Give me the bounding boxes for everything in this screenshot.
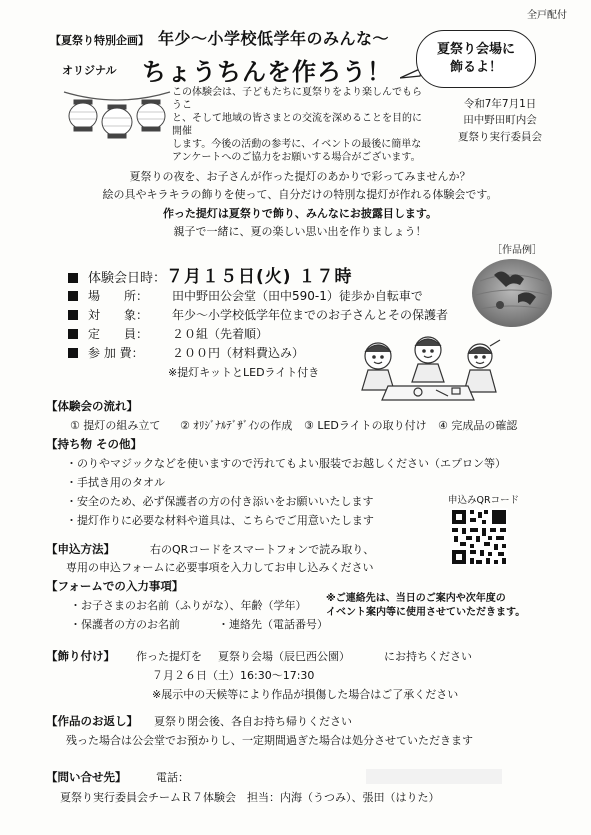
flow-step-4: ④ 完成品の確認 [438, 419, 518, 432]
fee-note: ※提灯キットとLEDライト付き [168, 366, 320, 379]
intro-paragraph [172, 86, 424, 164]
event-fee-label: 参 加 費： [88, 346, 144, 360]
flow-section-title: 【体験会の流れ】 [46, 399, 138, 413]
belongings-item: ・のりやマジックなどを使いますので汚れてもよい服装でお越しください（エプロン等） [66, 457, 506, 470]
apply-text-2: 専用の申込フォームに必要事項を入力してお申し込みください [66, 561, 374, 574]
bullet-square-icon [68, 273, 78, 283]
event-date-value: ７月１５日(火) １７時 [166, 267, 353, 287]
event-fee-value: ２００円（材料費込み） [172, 346, 305, 360]
return-text-2: 残った場合は公会堂でお預かりし、一定期間過ぎた場合は処分させていただきます [66, 734, 473, 747]
lantern-string-icon [62, 86, 172, 148]
event-target-row [68, 306, 448, 323]
display-venue: 夏祭り会場（辰巳西公園） [218, 650, 350, 663]
lead-line-1: 夏祭りの夜を、お子さんが作った提灯のあかりで彩ってみませんか？ [129, 170, 471, 183]
event-date-label: 体験会日時： [88, 271, 167, 286]
contact-section-title: 【問い合せ先】 [46, 770, 127, 784]
event-place-label: 場 所： [88, 289, 149, 303]
display-text-1a: 作った提灯を [136, 650, 202, 663]
speech-bubble [416, 30, 536, 88]
bubble-line-1: 夏祭り会場に [436, 42, 515, 58]
bullet-square-icon [68, 310, 78, 320]
lead-line-3: 作った提灯は夏祭りで飾り、みんなにお披露目します。 [162, 207, 438, 220]
redacted-phone-number [366, 769, 502, 784]
belongings-item: ・手拭き用のタオル [66, 476, 165, 489]
issue-date: 令和7年7月1日 [463, 98, 537, 110]
organizer-block [420, 96, 580, 145]
intro-line: と、そして地域の皆さまとの交流を深めることを目的に開催 [172, 113, 422, 137]
organizer-committee: 夏祭り実行委員会 [458, 130, 542, 143]
flow-step-3: ③ LEDライトの取り付け [304, 419, 427, 432]
form-item-guardian-name: ・保護者の方のお名前 [70, 618, 180, 631]
bubble-line-2: 飾るよ！ [449, 60, 502, 75]
lead-line-2: 絵の具やキラキラの飾りを使って、自分だけの特別な提灯が作れる体験会です。 [102, 188, 498, 201]
page-title: ちょうちんを作ろう！ [142, 58, 392, 86]
event-fee-row [68, 344, 304, 361]
headline-prefix: オリジナル [62, 64, 117, 77]
event-capacity-label: 定 員： [88, 327, 149, 341]
display-time: ７月２６日（土）16:30～17:30 [152, 669, 315, 682]
event-capacity-value: ２０組（先着順） [172, 327, 269, 341]
event-place-value: 田中野田公会堂（田中590-1）徒歩か自転車で [172, 289, 423, 303]
form-section-title: 【フォームでの入力事項】 [46, 579, 184, 593]
special-event-label: 【夏祭り特別企画】 [50, 34, 149, 47]
children-crafting-illustration [348, 330, 510, 402]
qr-code-label: 申込みQRコード [448, 495, 520, 506]
intro-line: アンケートへのご協力をお願いする場合がございます。 [172, 152, 421, 163]
return-text-1: 夏祭り閉会後、各自お持ち帰りください [154, 715, 352, 728]
distribution-note: 全戸配付 [527, 10, 567, 21]
event-date-row [68, 262, 352, 287]
qr-code-icon[interactable] [450, 508, 508, 566]
bullet-square-icon [68, 348, 78, 358]
return-section-title: 【作品のお返し】 [46, 714, 138, 728]
event-place-row [68, 287, 423, 304]
display-section-title: 【飾り付け】 [46, 649, 115, 663]
flow-step-2: ② ｵﾘｼﾞﾅﾙﾃﾞｻﾞｲﾝの作成 [180, 419, 293, 432]
flow-step-1: ① 提灯の組み立て [70, 419, 161, 432]
contact-note-line: ※ご連絡先は、当日のご案内や次年度の [326, 593, 506, 604]
event-target-value: 年少～小学校低学年位までのお子さんとその保護者 [172, 308, 449, 322]
bullet-square-icon [68, 291, 78, 301]
form-item-child-name: ・お子さまのお名前（ふりがな）、年齢（学年） [70, 599, 307, 612]
event-capacity-row [68, 325, 268, 342]
intro-line: この体験会は、子どもたちに夏祭りをより楽しんでもらうこ [172, 87, 422, 111]
belongings-section-title: 【持ち物 その他】 [46, 437, 143, 451]
contact-phone-label: 電話： [156, 771, 189, 784]
form-item-phone: ・連絡先（電話番号） [218, 618, 328, 631]
belongings-item: ・提灯作りに必要な材料や道具は、こちらでご用意いたします [66, 514, 374, 527]
headline-target-audience: 年少～小学校低学年のみんな～ [158, 29, 390, 48]
lead-line-4: 親子で一緒に、夏の楽しい思い出を作りましょう！ [173, 225, 427, 238]
display-weather-note: ※展示中の天候等により作品が損傷した場合はご了承ください [152, 688, 459, 701]
contact-note-line: イベント案内等に使用させていただきます。 [326, 607, 526, 618]
apply-section-title: 【申込方法】 [46, 542, 115, 556]
example-lantern-image [470, 255, 554, 331]
apply-text-1: 右のQRコードをスマートフォンで読み取り、 [150, 543, 375, 556]
contact-text: 夏祭り実行委員会チームＲ７体験会 担当：内海（うつみ）、張田（はりた） [60, 791, 440, 804]
event-target-label: 対 象： [88, 308, 149, 322]
belongings-item: ・安全のため、必ず保護者の方の付き添いをお願いいたします [66, 495, 374, 508]
bullet-square-icon [68, 329, 78, 339]
example-label: ［作品例］ [492, 245, 542, 256]
contact-usage-note [326, 592, 546, 620]
display-text-1c: にお持ちください [384, 650, 472, 663]
intro-line: します。今後の活動の参考に、イベントの最後に簡単な [172, 139, 422, 150]
organizer-town: 田中野田町内会 [463, 114, 537, 127]
